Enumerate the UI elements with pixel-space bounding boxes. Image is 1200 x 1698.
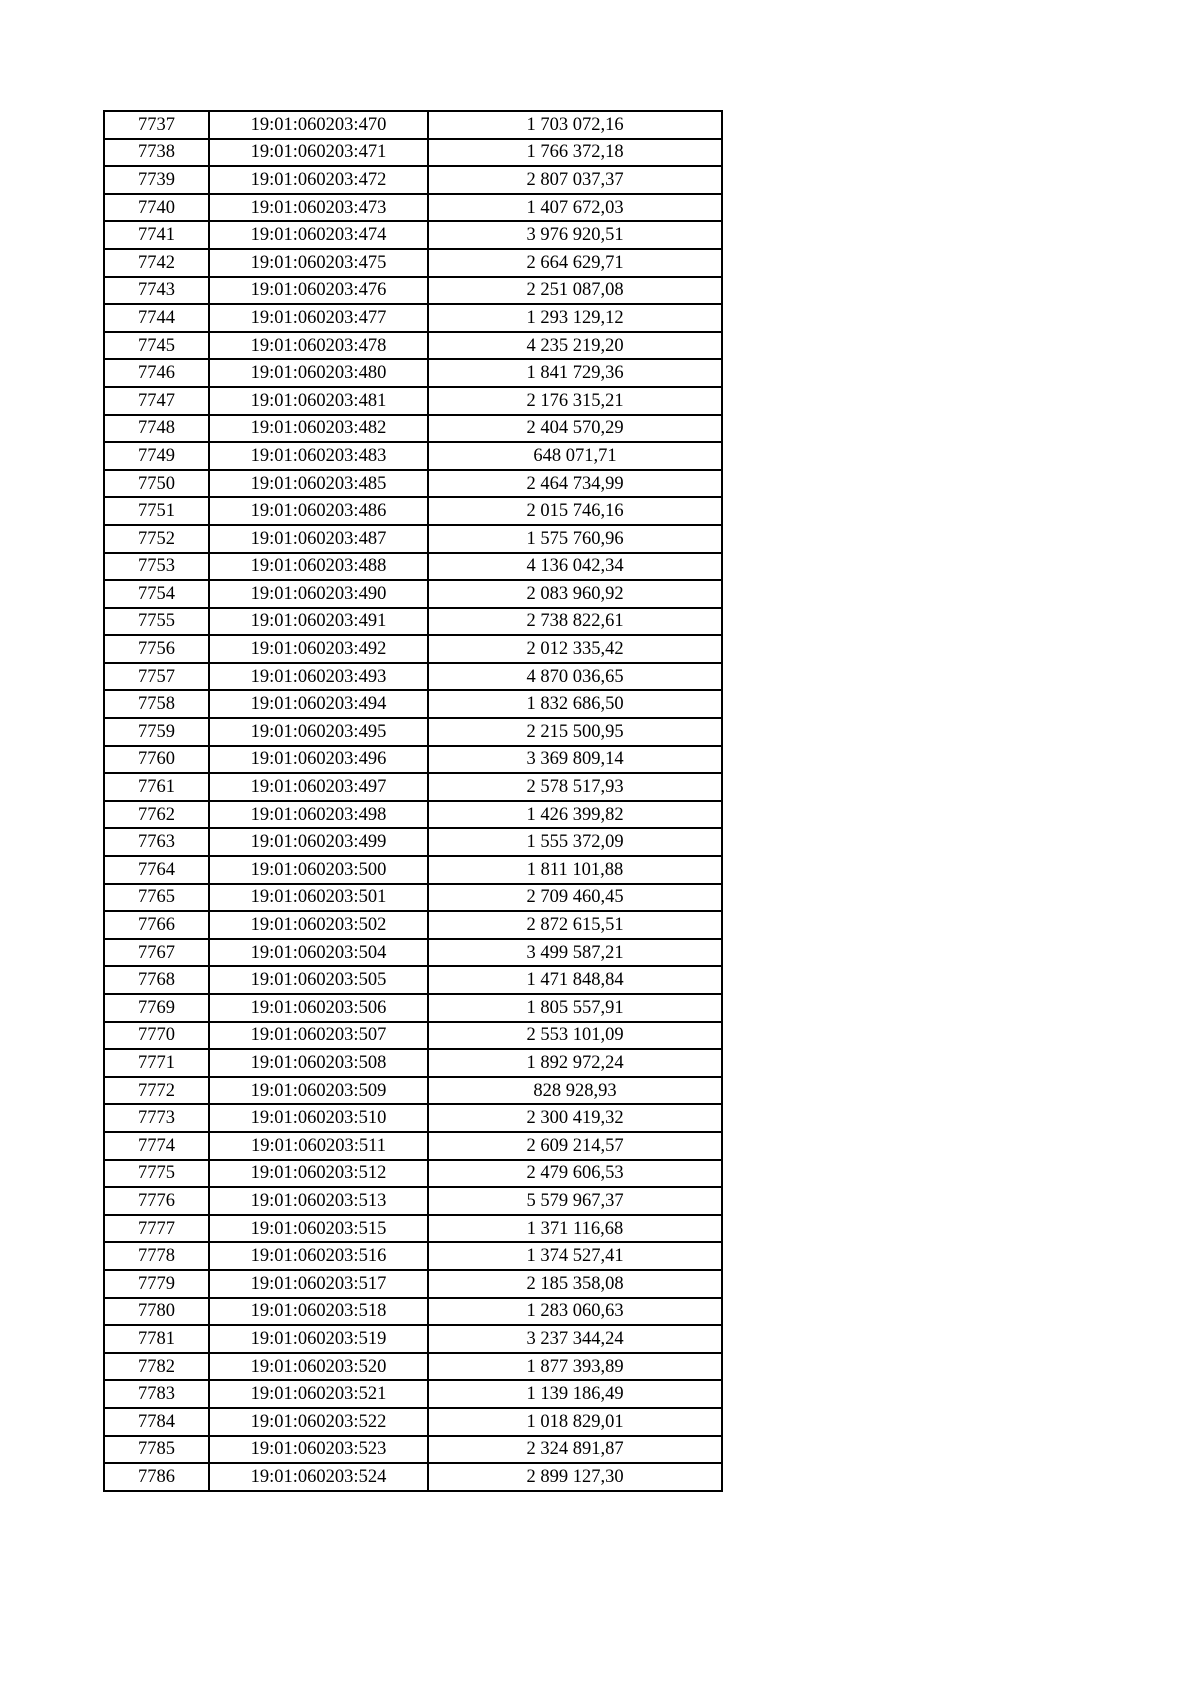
cadastral-number-cell: 19:01:060203:494: [209, 690, 428, 718]
cadastral-number-cell: 19:01:060203:510: [209, 1104, 428, 1132]
value-cell: 1 371 116,68: [428, 1215, 722, 1243]
table-row: [104, 194, 722, 222]
table-row: [104, 718, 722, 746]
cadastral-number-cell: 19:01:060203:473: [209, 194, 428, 222]
row-number-cell: 7745: [104, 332, 209, 360]
value-cell: 828 928,93: [428, 1077, 722, 1105]
cadastral-number-cell: 19:01:060203:515: [209, 1215, 428, 1243]
value-cell: 2 479 606,53: [428, 1160, 722, 1188]
cadastral-number-cell: 19:01:060203:512: [209, 1160, 428, 1188]
table-row: [104, 939, 722, 967]
cadastral-number-cell: 19:01:060203:509: [209, 1077, 428, 1105]
table-row: [104, 497, 722, 525]
table-row: [104, 304, 722, 332]
value-cell: 2 807 037,37: [428, 166, 722, 194]
value-cell: 1 892 972,24: [428, 1049, 722, 1077]
table-row: [104, 1298, 722, 1326]
row-number-cell: 7772: [104, 1077, 209, 1105]
value-cell: 2 015 746,16: [428, 497, 722, 525]
cadastral-number-cell: 19:01:060203:487: [209, 525, 428, 553]
cadastral-number-cell: 19:01:060203:477: [209, 304, 428, 332]
value-cell: 2 300 419,32: [428, 1104, 722, 1132]
table-row: [104, 1380, 722, 1408]
table-row: [104, 249, 722, 277]
table-row: [104, 884, 722, 912]
value-cell: 5 579 967,37: [428, 1187, 722, 1215]
row-number-cell: 7752: [104, 525, 209, 553]
row-number-cell: 7740: [104, 194, 209, 222]
cadastral-number-cell: 19:01:060203:505: [209, 966, 428, 994]
row-number-cell: 7760: [104, 746, 209, 774]
cadastral-number-cell: 19:01:060203:474: [209, 221, 428, 249]
row-number-cell: 7750: [104, 470, 209, 498]
table-row: [104, 1132, 722, 1160]
table-row: [104, 966, 722, 994]
row-number-cell: 7755: [104, 608, 209, 636]
table-row: [104, 663, 722, 691]
table-row: [104, 801, 722, 829]
cadastral-value-table: [103, 110, 723, 1492]
value-cell: 2 872 615,51: [428, 911, 722, 939]
value-cell: 2 464 734,99: [428, 470, 722, 498]
row-number-cell: 7764: [104, 856, 209, 884]
cadastral-number-cell: 19:01:060203:483: [209, 442, 428, 470]
value-cell: 4 870 036,65: [428, 663, 722, 691]
cadastral-number-cell: 19:01:060203:490: [209, 580, 428, 608]
cadastral-number-cell: 19:01:060203:495: [209, 718, 428, 746]
cadastral-number-cell: 19:01:060203:518: [209, 1298, 428, 1326]
value-cell: 1 407 672,03: [428, 194, 722, 222]
row-number-cell: 7777: [104, 1215, 209, 1243]
table-row: [104, 387, 722, 415]
row-number-cell: 7770: [104, 1022, 209, 1050]
table-row: [104, 1270, 722, 1298]
table-row: [104, 580, 722, 608]
cadastral-number-cell: 19:01:060203:472: [209, 166, 428, 194]
value-cell: 1 293 129,12: [428, 304, 722, 332]
value-cell: 3 976 920,51: [428, 221, 722, 249]
table-row: [104, 856, 722, 884]
row-number-cell: 7741: [104, 221, 209, 249]
row-number-cell: 7763: [104, 828, 209, 856]
table-row: [104, 415, 722, 443]
row-number-cell: 7747: [104, 387, 209, 415]
cadastral-number-cell: 19:01:060203:485: [209, 470, 428, 498]
cadastral-number-cell: 19:01:060203:496: [209, 746, 428, 774]
cadastral-number-cell: 19:01:060203:471: [209, 139, 428, 167]
cadastral-number-cell: 19:01:060203:519: [209, 1325, 428, 1353]
table-row: [104, 1049, 722, 1077]
value-cell: 1 766 372,18: [428, 139, 722, 167]
table-row: [104, 1408, 722, 1436]
value-cell: 2 738 822,61: [428, 608, 722, 636]
value-cell: 1 841 729,36: [428, 359, 722, 387]
row-number-cell: 7775: [104, 1160, 209, 1188]
table-row: [104, 1325, 722, 1353]
row-number-cell: 7737: [104, 111, 209, 139]
table-row: [104, 470, 722, 498]
table-row: [104, 111, 722, 139]
table-row: [104, 359, 722, 387]
row-number-cell: 7739: [104, 166, 209, 194]
row-number-cell: 7766: [104, 911, 209, 939]
table-row: [104, 690, 722, 718]
table-row: [104, 221, 722, 249]
row-number-cell: 7758: [104, 690, 209, 718]
cadastral-number-cell: 19:01:060203:524: [209, 1463, 428, 1491]
value-cell: 3 237 344,24: [428, 1325, 722, 1353]
value-cell: 2 251 087,08: [428, 277, 722, 305]
value-cell: 1 283 060,63: [428, 1298, 722, 1326]
value-cell: 2 609 214,57: [428, 1132, 722, 1160]
table-row: [104, 1104, 722, 1132]
value-cell: 1 555 372,09: [428, 828, 722, 856]
value-cell: 1 471 848,84: [428, 966, 722, 994]
table-row: [104, 1353, 722, 1381]
cadastral-number-cell: 19:01:060203:499: [209, 828, 428, 856]
table-row: [104, 828, 722, 856]
value-cell: 2 553 101,09: [428, 1022, 722, 1050]
cadastral-number-cell: 19:01:060203:501: [209, 884, 428, 912]
cadastral-number-cell: 19:01:060203:475: [209, 249, 428, 277]
row-number-cell: 7778: [104, 1242, 209, 1270]
value-cell: 3 369 809,14: [428, 746, 722, 774]
value-cell: 1 877 393,89: [428, 1353, 722, 1381]
row-number-cell: 7785: [104, 1436, 209, 1464]
cadastral-number-cell: 19:01:060203:520: [209, 1353, 428, 1381]
value-cell: 2 083 960,92: [428, 580, 722, 608]
value-cell: 2 578 517,93: [428, 773, 722, 801]
value-cell: 2 012 335,42: [428, 635, 722, 663]
value-cell: 1 018 829,01: [428, 1408, 722, 1436]
cadastral-number-cell: 19:01:060203:497: [209, 773, 428, 801]
row-number-cell: 7759: [104, 718, 209, 746]
row-number-cell: 7756: [104, 635, 209, 663]
table-row: [104, 139, 722, 167]
cadastral-number-cell: 19:01:060203:476: [209, 277, 428, 305]
table-row: [104, 1436, 722, 1464]
row-number-cell: 7773: [104, 1104, 209, 1132]
row-number-cell: 7774: [104, 1132, 209, 1160]
table-row: [104, 994, 722, 1022]
cadastral-number-cell: 19:01:060203:491: [209, 608, 428, 636]
row-number-cell: 7768: [104, 966, 209, 994]
value-cell: 2 899 127,30: [428, 1463, 722, 1491]
value-cell: 1 374 527,41: [428, 1242, 722, 1270]
cadastral-number-cell: 19:01:060203:486: [209, 497, 428, 525]
table-row: [104, 635, 722, 663]
row-number-cell: 7751: [104, 497, 209, 525]
table-row: [104, 1077, 722, 1105]
row-number-cell: 7738: [104, 139, 209, 167]
row-number-cell: 7742: [104, 249, 209, 277]
value-cell: 2 404 570,29: [428, 415, 722, 443]
table-row: [104, 1022, 722, 1050]
cadastral-number-cell: 19:01:060203:516: [209, 1242, 428, 1270]
cadastral-number-cell: 19:01:060203:506: [209, 994, 428, 1022]
row-number-cell: 7744: [104, 304, 209, 332]
table-row: [104, 773, 722, 801]
value-cell: 2 324 891,87: [428, 1436, 722, 1464]
table-row: [104, 1463, 722, 1491]
value-cell: 3 499 587,21: [428, 939, 722, 967]
cadastral-number-cell: 19:01:060203:504: [209, 939, 428, 967]
value-cell: 4 136 042,34: [428, 553, 722, 581]
value-cell: 1 426 399,82: [428, 801, 722, 829]
table-row: [104, 608, 722, 636]
value-cell: 648 071,71: [428, 442, 722, 470]
table-row: [104, 166, 722, 194]
row-number-cell: 7769: [104, 994, 209, 1022]
value-cell: 2 185 358,08: [428, 1270, 722, 1298]
row-number-cell: 7784: [104, 1408, 209, 1436]
cadastral-number-cell: 19:01:060203:481: [209, 387, 428, 415]
cadastral-number-cell: 19:01:060203:507: [209, 1022, 428, 1050]
row-number-cell: 7779: [104, 1270, 209, 1298]
row-number-cell: 7786: [104, 1463, 209, 1491]
cadastral-number-cell: 19:01:060203:508: [209, 1049, 428, 1077]
cadastral-number-cell: 19:01:060203:478: [209, 332, 428, 360]
row-number-cell: 7743: [104, 277, 209, 305]
value-cell: 2 176 315,21: [428, 387, 722, 415]
table-row: [104, 553, 722, 581]
value-cell: 1 139 186,49: [428, 1380, 722, 1408]
value-cell: 2 664 629,71: [428, 249, 722, 277]
cadastral-number-cell: 19:01:060203:521: [209, 1380, 428, 1408]
cadastral-number-cell: 19:01:060203:498: [209, 801, 428, 829]
cadastral-number-cell: 19:01:060203:488: [209, 553, 428, 581]
row-number-cell: 7754: [104, 580, 209, 608]
cadastral-number-cell: 19:01:060203:511: [209, 1132, 428, 1160]
row-number-cell: 7781: [104, 1325, 209, 1353]
table-body: [104, 111, 722, 1491]
cadastral-number-cell: 19:01:060203:502: [209, 911, 428, 939]
value-cell: 2 215 500,95: [428, 718, 722, 746]
cadastral-number-cell: 19:01:060203:480: [209, 359, 428, 387]
row-number-cell: 7765: [104, 884, 209, 912]
cadastral-number-cell: 19:01:060203:513: [209, 1187, 428, 1215]
table-row: [104, 277, 722, 305]
table-row: [104, 525, 722, 553]
cadastral-number-cell: 19:01:060203:482: [209, 415, 428, 443]
row-number-cell: 7783: [104, 1380, 209, 1408]
row-number-cell: 7780: [104, 1298, 209, 1326]
cadastral-number-cell: 19:01:060203:500: [209, 856, 428, 884]
value-cell: 4 235 219,20: [428, 332, 722, 360]
row-number-cell: 7767: [104, 939, 209, 967]
cadastral-number-cell: 19:01:060203:523: [209, 1436, 428, 1464]
cadastral-number-cell: 19:01:060203:517: [209, 1270, 428, 1298]
value-cell: 1 805 557,91: [428, 994, 722, 1022]
table-row: [104, 746, 722, 774]
table-row: [104, 442, 722, 470]
value-cell: 2 709 460,45: [428, 884, 722, 912]
cadastral-number-cell: 19:01:060203:470: [209, 111, 428, 139]
table-row: [104, 332, 722, 360]
value-cell: 1 811 101,88: [428, 856, 722, 884]
table-row: [104, 1160, 722, 1188]
cadastral-number-cell: 19:01:060203:522: [209, 1408, 428, 1436]
row-number-cell: 7761: [104, 773, 209, 801]
value-cell: 1 703 072,16: [428, 111, 722, 139]
row-number-cell: 7748: [104, 415, 209, 443]
row-number-cell: 7762: [104, 801, 209, 829]
row-number-cell: 7771: [104, 1049, 209, 1077]
table-row: [104, 1187, 722, 1215]
row-number-cell: 7757: [104, 663, 209, 691]
row-number-cell: 7749: [104, 442, 209, 470]
table-row: [104, 1242, 722, 1270]
row-number-cell: 7746: [104, 359, 209, 387]
cadastral-number-cell: 19:01:060203:492: [209, 635, 428, 663]
table-row: [104, 911, 722, 939]
row-number-cell: 7782: [104, 1353, 209, 1381]
table-row: [104, 1215, 722, 1243]
value-cell: 1 575 760,96: [428, 525, 722, 553]
row-number-cell: 7776: [104, 1187, 209, 1215]
row-number-cell: 7753: [104, 553, 209, 581]
cadastral-number-cell: 19:01:060203:493: [209, 663, 428, 691]
value-cell: 1 832 686,50: [428, 690, 722, 718]
